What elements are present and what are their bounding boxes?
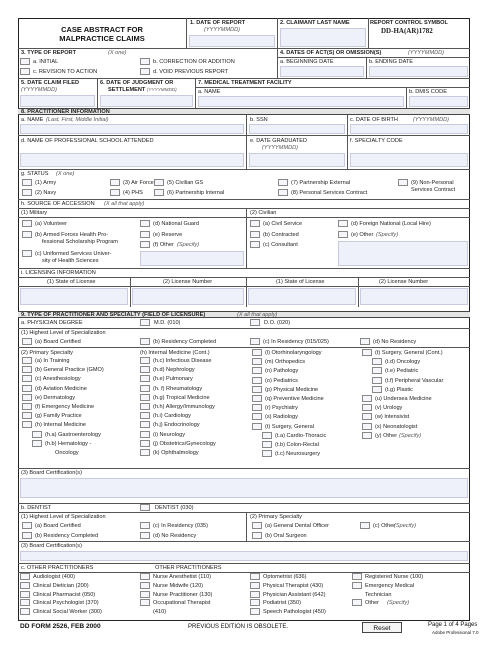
oral-surgeon-label: (b) Oral Surgeon bbox=[265, 533, 307, 539]
spec-4-7-label: (w) Intensivist bbox=[375, 414, 410, 421]
other-0-0-label: Audiologist (400) bbox=[33, 574, 75, 580]
primary-specialty-label: (2) Primary Specialty bbox=[21, 350, 73, 356]
specialty-code-field[interactable] bbox=[350, 153, 468, 167]
licensing-label: i. LICENSING INFORMATION bbox=[21, 270, 96, 276]
dent-board-certifications-field[interactable] bbox=[20, 551, 468, 561]
spec-4-4-label: (t.g) Plastic bbox=[385, 386, 413, 393]
non-personal-label: (9) Non-Personal bbox=[411, 180, 454, 186]
other-2-0-checkbox[interactable] bbox=[250, 573, 260, 580]
civilian-gs-label: (5) Civilian GS bbox=[167, 180, 204, 186]
spec-2-7-checkbox[interactable] bbox=[140, 412, 150, 419]
spec-2-9-label: (i) Neurology bbox=[153, 431, 186, 438]
spec-2-2-label: (h.d) Nephrology bbox=[153, 367, 195, 374]
state-license-header-2: (1) State of License bbox=[276, 279, 325, 285]
initial-label: a. INITIAL bbox=[33, 59, 59, 65]
dent-residency-completed-label: (b) Residency Completed bbox=[35, 533, 99, 539]
usuhs-label-2: sity of Health Sciences bbox=[42, 258, 99, 264]
dates-of-acts-hint: (YYYYMMDD) bbox=[408, 50, 445, 56]
other-2-0-label: Optometrist (636) bbox=[263, 574, 307, 580]
spec-1-5-checkbox[interactable] bbox=[22, 403, 32, 410]
spec-3-10-label: (t.b) Colon-Rectal bbox=[275, 442, 319, 448]
dmis-code-field[interactable] bbox=[409, 96, 468, 107]
foreign-national-checkbox[interactable] bbox=[338, 220, 348, 227]
facility-label: 7. MEDICAL TREATMENT FACILITY bbox=[198, 80, 292, 86]
spec-2-4-label: (h. f) Rheumatology bbox=[153, 385, 203, 392]
spec-1-1-label: (b) General Practice (GMO) bbox=[35, 367, 104, 374]
spec-2-6-checkbox[interactable] bbox=[140, 403, 150, 410]
section-9-header: 9. TYPE OF PRACTITIONER AND SPECIALTY (FIELD OF LICENSURE) (X all that apply) bbox=[18, 311, 470, 318]
dentist-label: DENTIST (030) bbox=[155, 505, 194, 511]
dent-in-residency-checkbox[interactable] bbox=[140, 522, 150, 529]
partnership-external-checkbox[interactable] bbox=[278, 179, 288, 186]
spec-4-5-label: (u) Undersea Medicine bbox=[375, 396, 432, 402]
other-2-2-label: Physician Assistant (642) bbox=[263, 591, 326, 598]
board-certified-label: (a) Board Certified bbox=[35, 339, 81, 345]
spec-3-0-checkbox[interactable] bbox=[252, 349, 262, 356]
residency-completed-label: (b) Residency Completed bbox=[153, 339, 217, 345]
revision-label: c. REVISION TO ACTION bbox=[33, 69, 98, 75]
mil-other-label: (f) Other bbox=[153, 242, 174, 248]
civilian-label: (2) Civilian bbox=[250, 210, 277, 216]
spec-3-7-label: (s) Radiology bbox=[265, 414, 298, 421]
source-of-accession-label: h. SOURCE OF ACCESSION bbox=[21, 201, 95, 207]
spec-1-7-checkbox[interactable] bbox=[22, 421, 32, 428]
dent-in-residency-label: (c) In Residency (035) bbox=[153, 523, 209, 529]
spec-other-hint: (Specify) bbox=[399, 432, 422, 439]
spec-4-5-checkbox[interactable] bbox=[362, 395, 372, 402]
void-checkbox[interactable] bbox=[140, 68, 150, 75]
spec-2-3-checkbox[interactable] bbox=[140, 375, 150, 382]
spec-1-6-checkbox[interactable] bbox=[22, 412, 32, 419]
state-license-header-1: (1) State of License bbox=[47, 279, 96, 285]
settlement-label: SETTLEMENT bbox=[108, 87, 146, 93]
dob-field[interactable] bbox=[350, 124, 468, 134]
dent-other-hint: (Specify) bbox=[394, 523, 417, 529]
contracted-checkbox[interactable] bbox=[250, 231, 260, 238]
other-0-3-label: Clinical Psychologist (370) bbox=[33, 600, 99, 607]
spec-3-5-checkbox[interactable] bbox=[252, 395, 262, 402]
dob-hint: (YYYYMMDD) bbox=[413, 117, 450, 123]
spec-1-2-label: (c) Anesthesiology bbox=[35, 376, 81, 383]
claimant-last-name-field[interactable] bbox=[280, 28, 366, 47]
dates-of-acts-label: 4. DATES OF ACT(S) OR OMISSION(S) bbox=[280, 50, 382, 56]
personal-services-label: (8) Personal Services Contract bbox=[291, 190, 368, 196]
army-checkbox[interactable] bbox=[22, 179, 32, 186]
spec-1-hb-label: (h.b) Hematology - bbox=[45, 440, 92, 447]
spec-4-4-checkbox[interactable] bbox=[372, 386, 382, 393]
name-hint: (Last, First, Middle Initial) bbox=[46, 117, 109, 123]
spec-1-3-label: (d) Aviation Medicine bbox=[35, 385, 87, 392]
md-label: M.D. (010) bbox=[154, 320, 181, 326]
spec-4-1-checkbox[interactable] bbox=[372, 358, 382, 365]
other-1-2-label: Nurse Practitioner (130) bbox=[153, 591, 213, 598]
report-control-symbol-value: DD-HA(AR)1782 bbox=[381, 27, 433, 35]
other-0-3-checkbox[interactable] bbox=[20, 599, 30, 606]
void-label: d. VOID PREVIOUS REPORT bbox=[153, 69, 229, 75]
source-of-accession-hint: (X all that apply) bbox=[104, 201, 145, 207]
dent-no-residency-label: (d) No Residency bbox=[153, 533, 197, 539]
other-0-4-label: Clinical Social Worker (300) bbox=[33, 609, 102, 616]
civ-other-hint: (Specify) bbox=[376, 232, 399, 238]
spec-1-4-checkbox[interactable] bbox=[22, 394, 32, 401]
spec-3-8-label: (t) Surgery, General bbox=[265, 423, 315, 430]
spec-4-7-checkbox[interactable] bbox=[362, 413, 372, 420]
spec-3-7-checkbox[interactable] bbox=[252, 413, 262, 420]
spec-4-head-checkbox[interactable] bbox=[362, 349, 372, 356]
facility-name-label: a. NAME bbox=[198, 89, 221, 95]
usuhs-label: (c) Uniformed Services Univer- bbox=[35, 251, 112, 257]
other-1-1-checkbox[interactable] bbox=[140, 582, 150, 589]
school-label: d. NAME OF PROFESSIONAL SCHOOL ATTENDED bbox=[21, 138, 154, 144]
do-label: D.O. (020) bbox=[264, 320, 291, 326]
spec-2-3-label: (h.e) Pulmonary bbox=[153, 376, 193, 383]
other-2-4-label: Speech Pathologist (450) bbox=[263, 609, 326, 616]
reserve-label: (e) Reserve bbox=[153, 232, 183, 238]
spec-1-1-checkbox[interactable] bbox=[22, 366, 32, 373]
spec-4-8-checkbox[interactable] bbox=[362, 423, 372, 430]
beginning-date-field[interactable] bbox=[280, 66, 364, 77]
spec-3-2-checkbox[interactable] bbox=[252, 367, 262, 374]
other-2-1-label: Physical Therapist (430) bbox=[263, 582, 324, 589]
other-0-2-label: Clinical Pharmacist (050) bbox=[33, 591, 96, 598]
spec-2-1-checkbox[interactable] bbox=[140, 357, 150, 364]
spec-2-9-checkbox[interactable] bbox=[140, 431, 150, 438]
reserve-checkbox[interactable] bbox=[140, 231, 150, 238]
other-2-3-label: Podiatrist (350) bbox=[263, 600, 301, 607]
date-graduated-hint: (YYYYMMDD) bbox=[262, 145, 299, 151]
correction-checkbox[interactable] bbox=[140, 58, 150, 65]
mil-other-hint: (Specify) bbox=[177, 242, 200, 248]
other-2-4-checkbox[interactable] bbox=[250, 608, 260, 615]
date-claim-filed-hint: (YYYYMMDD) bbox=[21, 87, 58, 93]
spec-2-8-checkbox[interactable] bbox=[140, 421, 150, 428]
ending-date-field[interactable] bbox=[369, 66, 468, 77]
adobe-version: Adobe Professional 7.0 bbox=[432, 630, 479, 635]
spec-3-9-label: (t.a) Cardio-Thoracic bbox=[275, 432, 327, 439]
dent-primary-specialty-label: (2) Primary Specialty bbox=[250, 514, 302, 520]
md-checkbox[interactable] bbox=[140, 319, 150, 326]
board-certifications-label: (3) Board Certification(s) bbox=[21, 470, 82, 476]
spec-1-6-label: (g) Family Practice bbox=[35, 413, 82, 420]
dent-no-residency-checkbox[interactable] bbox=[140, 532, 150, 539]
spec-3-3-checkbox[interactable] bbox=[252, 377, 262, 384]
form-title-line2: MALPRACTICE CLAIMS bbox=[59, 34, 145, 43]
other-2-2-checkbox[interactable] bbox=[250, 591, 260, 598]
spec-3-3-label: (o) Pediatrics bbox=[265, 377, 298, 384]
other-3-3-checkbox[interactable] bbox=[352, 599, 362, 606]
other-3-0-checkbox[interactable] bbox=[352, 573, 362, 580]
spec-1-2-checkbox[interactable] bbox=[22, 375, 32, 382]
spec-3-2-label: (n) Pathology bbox=[265, 368, 299, 375]
other-practitioners-label: c. OTHER PRACTITIONERS bbox=[21, 565, 94, 571]
initial-checkbox[interactable] bbox=[20, 58, 30, 65]
personal-services-checkbox[interactable] bbox=[278, 189, 288, 196]
other-0-0-checkbox[interactable] bbox=[20, 573, 30, 580]
spec-3-6-label: (r) Psychiatry bbox=[265, 405, 298, 412]
specialty-code-label: f. SPECIALTY CODE bbox=[350, 138, 403, 144]
other-1-3-label: Occupational Therapist bbox=[153, 600, 211, 607]
spec-4-2-checkbox[interactable] bbox=[372, 367, 382, 374]
dent-other-label: (c) Other bbox=[373, 523, 396, 529]
spec-4-6-checkbox[interactable] bbox=[362, 404, 372, 411]
other-1-0-label: Nurse Anesthetist (110) bbox=[153, 574, 212, 580]
volunteer-checkbox[interactable] bbox=[22, 220, 32, 227]
facility-name-field[interactable] bbox=[198, 96, 404, 107]
board-certified-checkbox[interactable] bbox=[22, 338, 32, 345]
correction-label: b. CORRECTION OR ADDITION bbox=[153, 59, 235, 65]
dentist-section-label: b. DENTIST bbox=[21, 505, 52, 511]
spec-4-9-checkbox[interactable] bbox=[362, 432, 372, 439]
status-label: g. STATUS bbox=[21, 171, 49, 177]
civil-service-label: (a) Civil Service bbox=[263, 221, 303, 227]
ssn-label: b. SSN bbox=[250, 117, 268, 123]
dob-label: c. DATE OF BIRTH bbox=[350, 117, 398, 123]
spec-4-2-label: (t.e) Pediatric bbox=[385, 368, 419, 375]
army-label: (1) Army bbox=[35, 180, 57, 186]
date-of-report-hint: (YYYYMMDD) bbox=[204, 27, 241, 33]
spec-3-6-checkbox[interactable] bbox=[252, 404, 262, 411]
spec-3-8-checkbox[interactable] bbox=[252, 423, 262, 430]
spec-4-1-label: (t.d) Oncology bbox=[385, 359, 421, 366]
phs-checkbox[interactable] bbox=[110, 189, 120, 196]
spec-2-7-label: (h.i) Cardiology bbox=[153, 413, 191, 420]
date-graduated-field[interactable] bbox=[249, 153, 345, 167]
spec-2-10-label: (j) Obstetrics/Gynecology bbox=[153, 440, 216, 447]
spec-3-4-label: (p) Physical Medicine bbox=[265, 386, 319, 393]
other-other-hint: (Specify) bbox=[387, 600, 410, 607]
spec-2-11-checkbox[interactable] bbox=[140, 449, 150, 456]
spec-2-8-label: (h.j) Endocrinology bbox=[153, 422, 200, 429]
form-number: DD FORM 2526, FEB 2000 bbox=[20, 623, 101, 630]
date-of-judgment-label: 6. DATE OF JUDGMENT OR bbox=[100, 80, 174, 86]
spec-1-ha-label: (h.a) Gastroenterology bbox=[45, 431, 101, 438]
license-number-header-2: (2) License Number bbox=[379, 279, 429, 285]
spec-1-0-checkbox[interactable] bbox=[22, 357, 32, 364]
afhps-checkbox[interactable] bbox=[22, 231, 32, 238]
spec-2-10-checkbox[interactable] bbox=[140, 440, 150, 447]
foreign-national-label: (d) Foreign National (Local Hire) bbox=[351, 221, 431, 227]
phs-label: (4) PHS bbox=[123, 190, 143, 196]
other-3-1-label: Emergency Medical bbox=[365, 582, 415, 589]
air-force-label: (3) Air Force bbox=[123, 180, 154, 186]
national-guard-checkbox[interactable] bbox=[140, 220, 150, 227]
other-3-2-label: Technician bbox=[365, 591, 392, 598]
spec-3-1-label: (m) Orthopedics bbox=[265, 359, 306, 366]
highest-level-label: (1) Highest Level of Specialization bbox=[21, 330, 106, 336]
board-certifications-field[interactable] bbox=[20, 478, 468, 498]
license-number-header-1: (2) License Number bbox=[163, 279, 213, 285]
dent-board-certifications-label: (3) Board Certification(s) bbox=[21, 543, 82, 549]
date-of-judgment-field[interactable] bbox=[100, 95, 193, 107]
residency-completed-checkbox[interactable] bbox=[140, 338, 150, 345]
section-8-header: 8. PRACTITIONER INFORMATION bbox=[18, 108, 470, 115]
spec-4-8-label: (x) Neonatologist bbox=[375, 423, 418, 430]
other-0-2-checkbox[interactable] bbox=[20, 591, 30, 598]
report-control-symbol-label: REPORT CONTROL SYMBOL bbox=[370, 20, 448, 26]
usuhs-checkbox[interactable] bbox=[22, 250, 32, 257]
civ-other-field[interactable] bbox=[338, 241, 468, 266]
consultant-label: (c) Consultant bbox=[263, 242, 298, 248]
mil-other-field[interactable] bbox=[140, 251, 244, 266]
spec-4-head-label: (t) Surgery, General (Cont.) bbox=[375, 350, 443, 356]
license-number-field-1[interactable] bbox=[132, 288, 244, 305]
spec-3-1-checkbox[interactable] bbox=[252, 358, 262, 365]
spec-2-11-label: (k) Ophthalmology bbox=[153, 450, 199, 456]
status-hint: (X one) bbox=[56, 171, 75, 177]
civ-other-checkbox[interactable] bbox=[338, 231, 348, 238]
type-of-report-label: 3. TYPE OF REPORT bbox=[21, 50, 77, 56]
dentist-checkbox[interactable] bbox=[140, 504, 150, 511]
dent-board-certified-label: (a) Board Certified bbox=[35, 523, 81, 529]
spec-4-6-label: (v) Urology bbox=[375, 405, 403, 412]
partnership-internal-label: (6) Partnership Internal bbox=[167, 190, 225, 196]
in-residency-checkbox[interactable] bbox=[250, 338, 260, 345]
civ-other-label: (e) Other bbox=[351, 232, 374, 238]
physician-degree-label: a. PHYSICIAN DEGREE bbox=[21, 320, 83, 326]
no-residency-checkbox[interactable] bbox=[360, 338, 370, 345]
settlement-hint: (YYYYMMDD) bbox=[147, 87, 177, 92]
spec-1-hb-2-label: Oncology bbox=[55, 450, 79, 456]
no-residency-label: (d) No Residency bbox=[373, 339, 417, 345]
spec-1-hb-checkbox[interactable] bbox=[32, 440, 42, 447]
state-license-field-1[interactable] bbox=[20, 288, 128, 305]
spec-3-10-checkbox[interactable] bbox=[262, 441, 272, 448]
spec-1-7-label: (h) Internal Medicine bbox=[35, 422, 86, 429]
spec-3-11-label: (t.c) Neurosurgery bbox=[275, 451, 321, 458]
spec-1-5-label: (f) Emergency Medicine bbox=[35, 404, 95, 410]
dent-residency-completed-checkbox[interactable] bbox=[22, 532, 32, 539]
spec-3-0-label: (l) Otorhinolaryngology bbox=[265, 350, 322, 356]
previous-edition-note: PREVIOUS EDITION IS OBSOLETE. bbox=[188, 624, 289, 630]
non-personal-label-2: Services Contract bbox=[411, 187, 456, 193]
volunteer-label: (a) Volunteer bbox=[35, 221, 68, 227]
other-1-4-label: (410) bbox=[153, 609, 167, 616]
spec-2-1-label: (h.c) Infectious Disease bbox=[153, 358, 212, 364]
spec-2-5-label: (h.g) Tropical Medicine bbox=[153, 394, 210, 401]
reset-button[interactable]: Reset bbox=[362, 622, 402, 633]
other-1-1-label: Nurse Midwife (120) bbox=[153, 582, 204, 589]
dent-board-certified-checkbox[interactable] bbox=[22, 522, 32, 529]
air-force-checkbox[interactable] bbox=[110, 179, 120, 186]
other-3-3-label: Other bbox=[365, 600, 379, 607]
spec-3-5-label: (q) Preventive Medicine bbox=[265, 396, 324, 402]
spec-1-ha-checkbox[interactable] bbox=[32, 431, 42, 438]
name-label: a. NAME bbox=[21, 117, 44, 123]
partnership-external-label: (7) Partnership External bbox=[291, 180, 351, 186]
other-2-3-checkbox[interactable] bbox=[250, 599, 260, 606]
do-checkbox[interactable] bbox=[250, 319, 260, 326]
beginning-date-label: a. BEGINNING DATE bbox=[280, 59, 334, 65]
other-3-1-checkbox[interactable] bbox=[352, 582, 362, 589]
type-of-report-hint: (X one) bbox=[108, 50, 127, 56]
spec-4-3-checkbox[interactable] bbox=[372, 377, 382, 384]
name-field[interactable] bbox=[20, 124, 244, 134]
dent-other-checkbox[interactable] bbox=[360, 522, 370, 529]
spec-3-11-checkbox[interactable] bbox=[262, 450, 272, 457]
form-title-line1: CASE ABSTRACT FOR bbox=[61, 25, 143, 34]
spec-3-9-checkbox[interactable] bbox=[262, 432, 272, 439]
civilian-gs-checkbox[interactable] bbox=[154, 179, 164, 186]
navy-label: (2) Navy bbox=[35, 190, 57, 196]
other-0-1-checkbox[interactable] bbox=[20, 582, 30, 589]
contracted-label: (b) Contracted bbox=[263, 232, 299, 238]
page-count: Page 1 of 4 Pages bbox=[428, 622, 478, 628]
ending-date-label: b. ENDING DATE bbox=[369, 59, 414, 65]
other-1-2-checkbox[interactable] bbox=[140, 591, 150, 598]
other-0-1-label: Clinical Dietician (200) bbox=[33, 582, 89, 589]
date-claim-filed-label: 5. DATE CLAIM FILED bbox=[21, 80, 80, 86]
state-license-field-2[interactable] bbox=[248, 288, 356, 305]
date-claim-filed-field[interactable] bbox=[20, 95, 95, 107]
navy-checkbox[interactable] bbox=[22, 189, 32, 196]
national-guard-label: (d) National Guard bbox=[153, 221, 200, 227]
revision-checkbox[interactable] bbox=[20, 68, 30, 75]
non-personal-checkbox[interactable] bbox=[398, 179, 408, 186]
dent-highest-level-label: (1) Highest Level of Specialization bbox=[21, 514, 106, 520]
spec-2-2-checkbox[interactable] bbox=[140, 366, 150, 373]
spec-4-3-label: (t.f) Peripheral Vascular bbox=[385, 377, 444, 384]
spec-2-5-checkbox[interactable] bbox=[140, 394, 150, 401]
spec-1-0-label: (a) In Training bbox=[35, 358, 70, 364]
spec-2-4-checkbox[interactable] bbox=[140, 385, 150, 392]
date-graduated-label: e. DATE GRADUATED bbox=[250, 138, 307, 144]
license-number-field-2[interactable] bbox=[360, 288, 468, 305]
spec-1-3-checkbox[interactable] bbox=[22, 385, 32, 392]
general-dental-label: (a) General Dental Officer bbox=[265, 523, 329, 529]
date-of-report-label: 1. DATE OF REPORT bbox=[190, 20, 246, 26]
spec-2-head-label: (h) Internal Medicine (Cont.) bbox=[140, 350, 210, 356]
general-dental-checkbox[interactable] bbox=[252, 522, 262, 529]
partnership-internal-checkbox[interactable] bbox=[154, 189, 164, 196]
other-1-0-checkbox[interactable] bbox=[140, 573, 150, 580]
afhps-label: (b) Armed Forces Health Pro- bbox=[35, 232, 109, 238]
other-1-3-checkbox[interactable] bbox=[140, 599, 150, 606]
oral-surgeon-checkbox[interactable] bbox=[252, 532, 262, 539]
military-label: (1) Military bbox=[21, 210, 48, 216]
spec-2-6-label: (h.h) Allergy/Immunology bbox=[153, 404, 215, 410]
in-residency-label: (c) In Residency (015/025) bbox=[263, 339, 329, 345]
other-practitioners-header: OTHER PRACTITIONERS bbox=[155, 565, 222, 571]
other-2-1-checkbox[interactable] bbox=[250, 582, 260, 589]
mil-other-checkbox[interactable] bbox=[140, 241, 150, 248]
dmis-code-label: b. DMIS CODE bbox=[409, 89, 447, 95]
spec-1-4-label: (e) Dermatology bbox=[35, 394, 76, 401]
spec-3-4-checkbox[interactable] bbox=[252, 386, 262, 393]
other-0-4-checkbox[interactable] bbox=[20, 608, 30, 615]
claimant-last-name-label: 2. CLAIMANT LAST NAME bbox=[280, 20, 350, 26]
ssn-field[interactable] bbox=[249, 124, 345, 134]
civil-service-checkbox[interactable] bbox=[250, 220, 260, 227]
school-field[interactable] bbox=[20, 153, 244, 167]
afhps-label-2: fessional Scholarship Program bbox=[42, 239, 118, 245]
spec-4-9-label: (y) Other bbox=[375, 432, 398, 439]
date-of-report-field[interactable] bbox=[189, 35, 275, 47]
consultant-checkbox[interactable] bbox=[250, 241, 260, 248]
other-3-0-label: Registered Nurse (100) bbox=[365, 574, 424, 580]
